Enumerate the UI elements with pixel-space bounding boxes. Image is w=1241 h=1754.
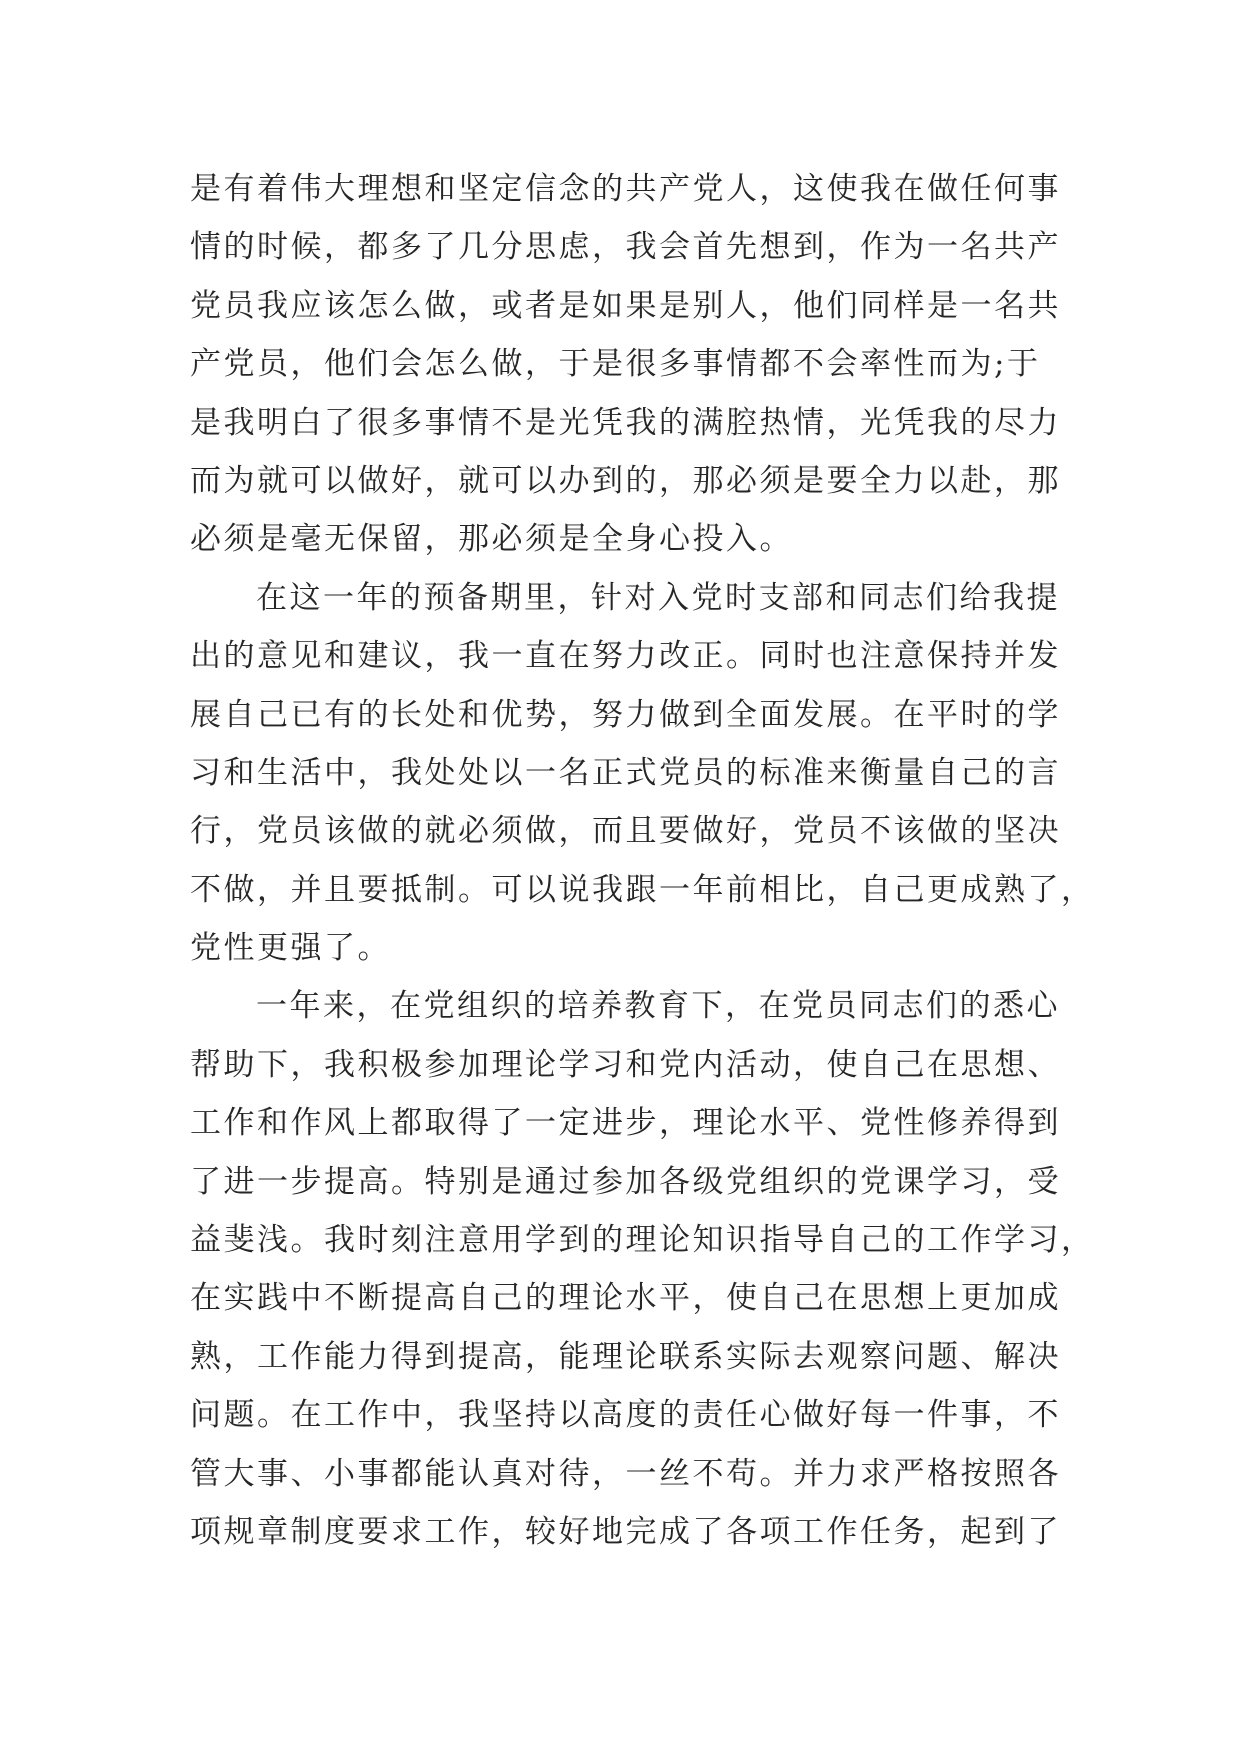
paragraph-2 (190, 569, 1095, 978)
text-line: 管大事、小事都能认真对待，一丝不苟。并力求严格按照各 (190, 1455, 1061, 1492)
text-line: 产党员，他们会怎么做，于是很多事情都不会率性而为;于 (190, 346, 1041, 383)
text-line: 是有着伟大理想和坚定信念的共产党人，这使我在做任何事 (190, 171, 1061, 207)
text-line: 不做，并且要抵制。可以说我跟一年前相比，自己更成熟了， (190, 871, 1095, 908)
text-line: 出的意见和建议，我一直在努力改正。同时也注意保持并发 (190, 638, 1061, 675)
document-body (190, 160, 1095, 1561)
text-line: 展自己已有的长处和优势，努力做到全面发展。在平时的学 (190, 696, 1061, 733)
text-line: 党性更强了。 (190, 930, 391, 967)
text-line: 行，党员该做的就必须做，而且要做好，党员不该做的坚决 (190, 813, 1061, 850)
text-line: 帮助下，我积极参加理论学习和党内活动，使自己在思想、 (190, 1046, 1061, 1083)
text-line: 工作和作风上都取得了一定进步，理论水平、党性修养得到 (190, 1105, 1061, 1142)
text-line: 情的时候，都多了几分思虑，我会首先想到，作为一名共产 (190, 229, 1061, 266)
text-line: 益斐浅。我时刻注意用学到的理论知识指导自己的工作学习， (190, 1222, 1095, 1259)
text-line: 项规章制度要求工作，较好地完成了各项工作任务，起到了 (190, 1513, 1061, 1550)
text-line: 在这一年的预备期里，针对入党时支部和同志们给我提 (256, 579, 1060, 616)
paragraph-1 (190, 160, 1070, 569)
text-line: 熟，工作能力得到提高，能理论联系实际去观察问题、解决 (190, 1338, 1061, 1375)
paragraph-3 (190, 977, 1095, 1561)
text-line: 必须是毫无保留，那必须是全身心投入。 (190, 521, 793, 558)
text-line: 问题。在工作中，我坚持以高度的责任心做好每一件事，不 (190, 1397, 1061, 1434)
text-line: 而为就可以做好，就可以办到的，那必须是要全力以赴，那 (190, 462, 1061, 499)
text-line: 在实践中不断提高自己的理论水平，使自己在思想上更加成 (190, 1280, 1061, 1317)
text-line: 是我明白了很多事情不是光凭我的满腔热情，光凭我的尽力 (190, 404, 1061, 441)
text-line: 习和生活中，我处处以一名正式党员的标准来衡量自己的言 (190, 754, 1061, 791)
text-line: 一年来，在党组织的培养教育下，在党员同志们的悉心 (256, 988, 1060, 1025)
text-line: 党员我应该怎么做，或者是如果是别人，他们同样是一名共 (190, 287, 1061, 324)
text-line: 了进一步提高。特别是通过参加各级党组织的党课学习，受 (190, 1163, 1061, 1200)
